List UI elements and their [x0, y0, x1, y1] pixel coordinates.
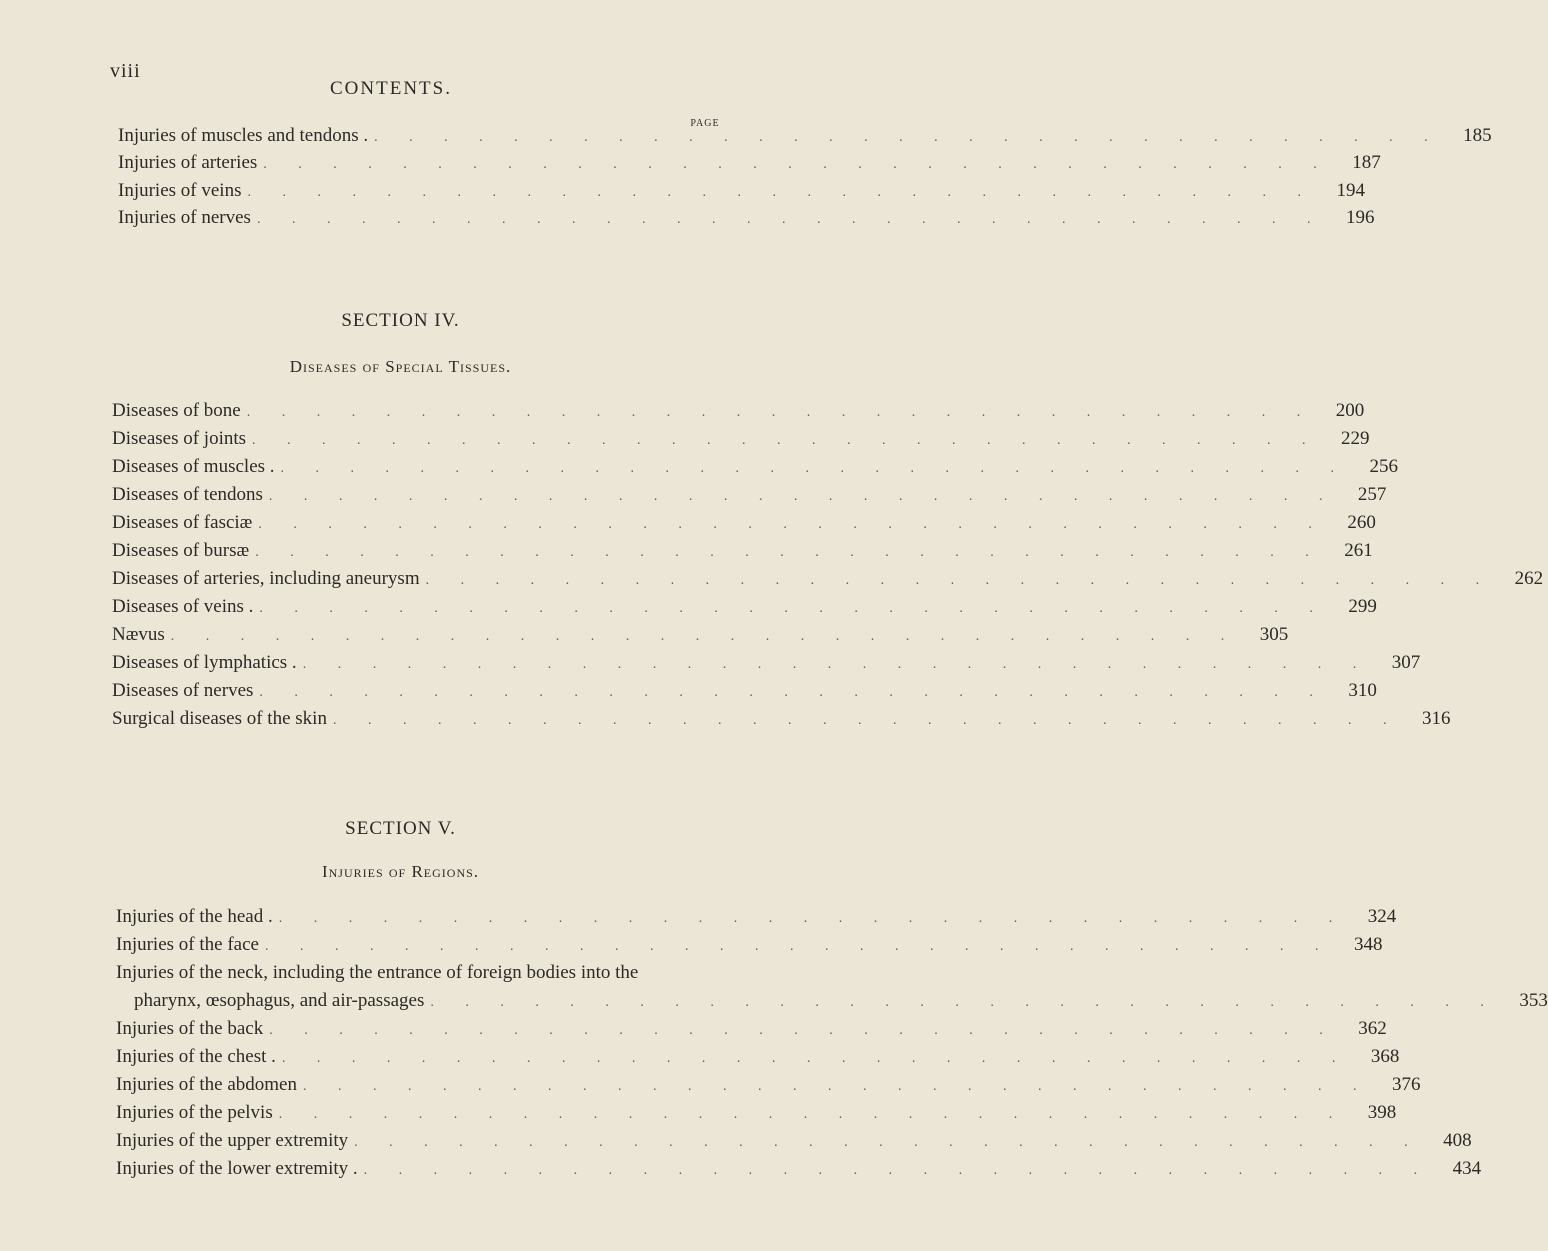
toc-entry: pharynx, œsophagus, and air-passages . . . . . . . . . . . . . . . . . . . . . . . . . . . . . . . 353: [134, 990, 1548, 1011]
toc-entry: Injuries of the abdomen . . . . . . . . . . . . . . . . . . . . . . . . . . . . . . . 376: [116, 1074, 1421, 1095]
toc-entry: Injuries of the face . . . . . . . . . . . . . . . . . . . . . . . . . . . . . . . 348: [116, 934, 1383, 955]
section-v-subtitle: Injuries of Regions.: [321, 862, 480, 881]
toc-entry: Injuries of the chest . . . . . . . . . . . . . . . . . . . . . . . . . . . . . . . . 368: [116, 1046, 1400, 1067]
toc-entry: Diseases of lymphatics . . . . . . . . . . . . . . . . . . . . . . . . . . . . . . . . 307: [112, 652, 1421, 673]
running-head: CONTENTS.: [330, 78, 452, 99]
toc-entry: Diseases of veins . . . . . . . . . . . . . . . . . . . . . . . . . . . . . . . . 299: [112, 596, 1377, 617]
toc-entry: Injuries of the back . . . . . . . . . . . . . . . . . . . . . . . . . . . . . . . 362: [116, 1018, 1387, 1039]
toc-entry: Diseases of tendons . . . . . . . . . . . . . . . . . . . . . . . . . . . . . . . 257: [112, 484, 1387, 505]
toc-entry: Diseases of bone . . . . . . . . . . . . . . . . . . . . . . . . . . . . . . . 200: [112, 400, 1365, 421]
section-iv-title: SECTION IV.: [341, 310, 460, 331]
toc-entry: Surgical diseases of the skin . . . . . . . . . . . . . . . . . . . . . . . . . . . . . . . 316: [112, 708, 1451, 729]
toc-entry: Diseases of fasciæ . . . . . . . . . . . . . . . . . . . . . . . . . . . . . . . 260: [112, 512, 1376, 533]
page-number: viii: [110, 60, 141, 82]
page-column-label: PAGE: [690, 118, 720, 129]
toc-entry-line: Injuries of the neck, including the entrance of foreign bodies into the: [116, 962, 639, 983]
toc-entry: Injuries of arteries . . . . . . . . . . . . . . . . . . . . . . . . . . . . . . . 187: [118, 152, 1381, 173]
toc-entry: Diseases of bursæ . . . . . . . . . . . . . . . . . . . . . . . . . . . . . . . 261: [112, 540, 1373, 561]
toc-entry: Injuries of the pelvis . . . . . . . . . . . . . . . . . . . . . . . . . . . . . . . 398: [116, 1102, 1397, 1123]
toc-entry: Injuries of the head . . . . . . . . . . . . . . . . . . . . . . . . . . . . . . . . 324: [116, 906, 1397, 927]
toc-entry: Diseases of muscles . . . . . . . . . . . . . . . . . . . . . . . . . . . . . . . . 256: [112, 456, 1399, 477]
toc-entry: Diseases of joints . . . . . . . . . . . . . . . . . . . . . . . . . . . . . . . 229: [112, 428, 1370, 449]
toc-entry: Nævus . . . . . . . . . . . . . . . . . . . . . . . . . . . . . . . 305: [112, 624, 1289, 645]
section-v-title: SECTION V.: [345, 818, 456, 839]
toc-entry: Injuries of nerves . . . . . . . . . . . . . . . . . . . . . . . . . . . . . . . 196: [118, 207, 1375, 228]
toc-entry: Injuries of the lower extremity . . . . . . . . . . . . . . . . . . . . . . . . . . . . . . . . 434: [116, 1158, 1482, 1179]
toc-entry: Injuries of muscles and tendons . . . . . . . . . . . . . . . . . . . . . . . . . . . . . . . . 185: [118, 125, 1492, 146]
toc-entry: Diseases of arteries, including aneurysm . . . . . . . . . . . . . . . . . . . . . . . . . . . . . . . 262: [112, 568, 1544, 589]
toc-entry: Diseases of nerves . . . . . . . . . . . . . . . . . . . . . . . . . . . . . . . 310: [112, 680, 1377, 701]
section-iv-subtitle: Diseases of Special Tissues.: [289, 357, 512, 376]
toc-entry: Injuries of the upper extremity . . . . . . . . . . . . . . . . . . . . . . . . . . . . . . . 408: [116, 1130, 1472, 1151]
toc-entry: Injuries of veins . . . . . . . . . . . . . . . . . . . . . . . . . . . . . . . 194: [118, 180, 1365, 201]
